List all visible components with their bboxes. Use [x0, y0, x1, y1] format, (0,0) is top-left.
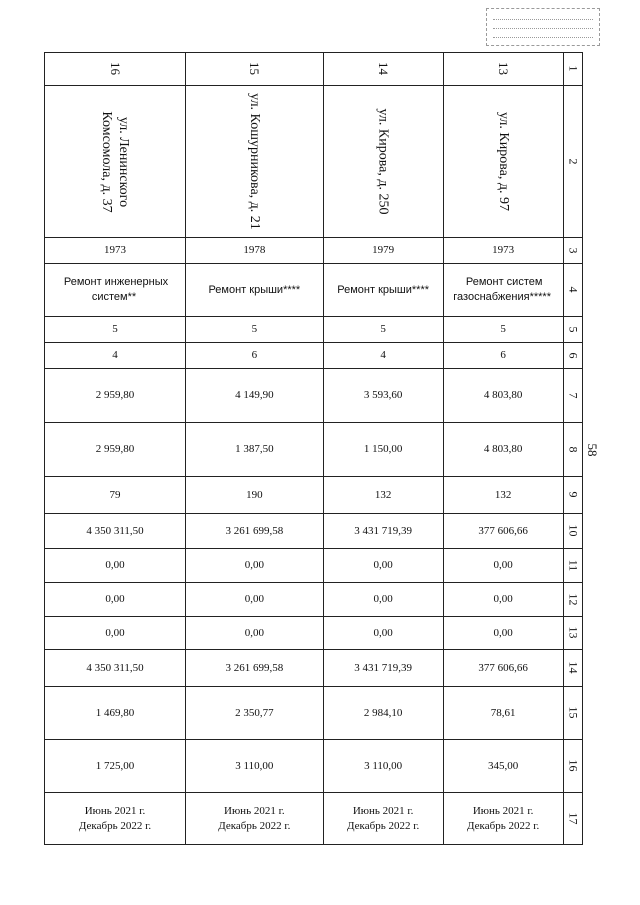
table-row	[45, 423, 583, 477]
table-cell: 2 959,80	[95, 389, 135, 401]
table-cell: 0,00	[373, 593, 393, 605]
table-cell: 4 350 311,50	[86, 524, 144, 537]
row-number: 14	[375, 61, 391, 75]
table-cell: 0,00	[244, 626, 264, 639]
column-number: 16	[566, 759, 581, 772]
table-cell: 0,00	[105, 593, 125, 605]
row-number: 16	[107, 61, 123, 75]
column-number: 5	[566, 326, 581, 332]
address-cell: ул. Кирова, д. 97	[495, 112, 511, 211]
column-number: 9	[566, 491, 581, 498]
year-cell: 1979	[372, 244, 395, 256]
page-number: 58	[585, 443, 600, 457]
period-cell: Июнь 2021 г. Декабрь 2022 г.	[218, 804, 291, 832]
table-cell: 1 469,80	[95, 706, 135, 719]
column-number: 8	[566, 446, 581, 452]
table-cell: 4 803,80	[483, 443, 523, 455]
column-number: 2	[566, 158, 581, 164]
period-cell: Июнь 2021 г. Декабрь 2022 г.	[347, 804, 420, 832]
address-cell: ул. Кирова, д. 250	[375, 108, 391, 215]
column-number: 11	[566, 559, 581, 571]
table-cell: 3 431 719,39	[354, 661, 413, 674]
table-cell: 4 149,90	[235, 389, 274, 401]
column-number: 15	[566, 706, 581, 719]
table-row	[45, 617, 583, 650]
repair-register-table	[44, 52, 583, 845]
table-cell: 0,00	[493, 593, 513, 605]
table-cell: 0,00	[373, 626, 393, 639]
work-type-cell: Ремонт крыши****	[208, 283, 301, 296]
column-number: 17	[566, 812, 581, 824]
table-cell: 4 350 311,50	[86, 661, 144, 674]
table-cell: 2 959,80	[95, 443, 135, 455]
table-cell: 2 350,77	[235, 706, 274, 719]
table-cell: 0,00	[105, 626, 125, 639]
table-row	[45, 583, 583, 617]
table-row	[45, 514, 583, 549]
column-number: 10	[566, 524, 581, 537]
address-cell: ул. Кошурникова, д. 21	[246, 93, 262, 230]
column-number: 6	[566, 352, 581, 358]
table-row	[45, 369, 583, 423]
table-cell: 0,00	[493, 559, 513, 571]
year-cell: 1978	[243, 244, 266, 256]
column-number: 7	[566, 392, 581, 398]
table-cell: 190	[246, 488, 263, 501]
column-number: 13	[566, 626, 581, 639]
table-cell: 79	[109, 488, 121, 501]
table-cell: 3 110,00	[364, 759, 403, 772]
document-stamp	[486, 8, 600, 46]
year-cell: 1973	[492, 244, 515, 256]
table-cell: 4	[380, 349, 386, 361]
column-number: 4	[566, 286, 581, 293]
table-cell: 1 387,50	[235, 443, 274, 455]
work-type-cell: Ремонт инженерных систем**	[63, 276, 169, 303]
year-cell: 1973	[104, 244, 126, 256]
table-cell: 3 261 699,58	[225, 661, 284, 674]
table-row	[45, 793, 583, 845]
table-row	[45, 317, 583, 343]
table-row	[45, 650, 583, 687]
table-cell: 3 593,60	[363, 389, 403, 401]
table-cell: 5	[500, 323, 506, 335]
table-cell: 5	[251, 323, 258, 335]
table-cell: 4 803,80	[483, 389, 523, 401]
table-row	[45, 343, 583, 369]
row-number: 15	[246, 61, 262, 75]
table-cell: 3 431 719,39	[354, 524, 413, 537]
table-row	[45, 477, 583, 514]
table-row	[45, 549, 583, 583]
table-cell: 6	[251, 349, 258, 361]
table-cell: 0,00	[373, 559, 393, 571]
table-cell: 1 725,00	[95, 759, 135, 772]
table-cell: 6	[500, 349, 506, 361]
table-cell: 132	[494, 488, 512, 501]
table-cell: 1 150,00	[363, 443, 403, 455]
period-cell: Июнь 2021 г. Декабрь 2022 г.	[467, 804, 540, 832]
table-cell: 3 261 699,58	[225, 524, 284, 537]
table-cell: 4	[112, 349, 118, 361]
table-row	[45, 238, 583, 264]
table-cell: 132	[374, 488, 392, 501]
table-cell: 0,00	[493, 626, 513, 639]
table-cell: 377 606,66	[478, 524, 528, 537]
table-cell: 377 606,66	[478, 661, 528, 674]
column-number: 14	[566, 661, 581, 674]
table-cell: 345,00	[488, 759, 519, 772]
address-cell: ул. Ленинского Комсомола, д. 37	[99, 110, 131, 213]
column-number: 1	[566, 65, 581, 72]
table-row	[45, 264, 583, 317]
row-number: 13	[495, 61, 511, 75]
table-cell: 78,61	[490, 706, 516, 719]
period-cell: Июнь 2021 г. Декабрь 2022 г.	[78, 804, 152, 832]
table-cell: 5	[380, 323, 386, 335]
work-type-cell: Ремонт крыши****	[337, 283, 430, 296]
table-cell: 0,00	[105, 559, 125, 571]
table-cell: 2 984,10	[363, 706, 403, 719]
table-row	[45, 687, 583, 740]
work-type-cell: Ремонт систем газоснабжения*****	[453, 276, 551, 303]
table-row	[45, 740, 583, 793]
table-cell: 5	[112, 323, 118, 335]
table-cell: 0,00	[244, 559, 264, 571]
table-row	[45, 86, 583, 238]
column-number: 12	[566, 593, 581, 605]
table-row	[45, 53, 583, 86]
table-cell: 3 110,00	[235, 759, 274, 772]
column-number: 3	[566, 247, 581, 253]
table-cell: 0,00	[244, 593, 264, 605]
